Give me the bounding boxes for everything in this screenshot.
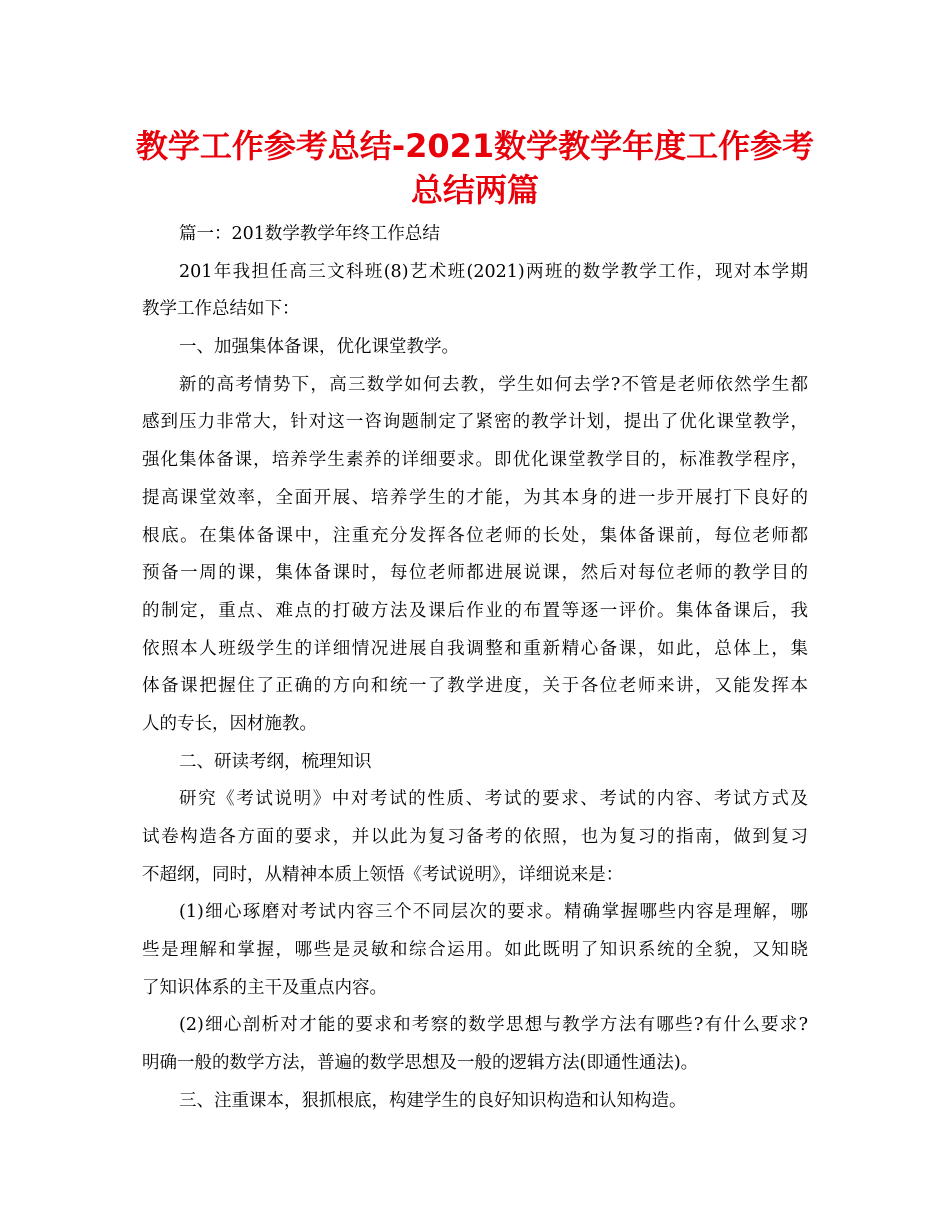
text-line: 教学工作总结如下： [142, 299, 300, 320]
text-line: 试卷构造各方面的要求，并以此为复习备考的依照，也为复习的指南，做到复习 [142, 827, 808, 847]
text-line: 篇一：201数学教学年终工作总结 [179, 224, 440, 244]
text-line: 感到压力非常大，针对这一咨询题制定了紧密的教学计划，提出了优化课堂教学， [142, 412, 808, 433]
text-line: 了知识体系的主干及重点内容。 [142, 977, 387, 998]
text-line: 强化集体备课，培养学生素养的详细要求。即优化课堂教学目的，标准教学程序， [142, 450, 808, 471]
text-line: 人的专长，因材施教。 [142, 713, 317, 734]
text-line: (1)细心琢磨对考试内容三个不同层次的要求。精确掌握哪些内容是理解，哪 [179, 902, 808, 923]
text-line: 不超纲，同时，从精神本质上领悟《考试说明》，详细说来是： [142, 864, 624, 885]
text-line: 提高课堂效率，全面开展、培养学生的才能，为其本身的进一步开展打下良好的 [142, 487, 808, 508]
text-line: 体备课把握住了正确的方向和统一了教学进度，关于各位老师来讲，又能发挥本 [142, 676, 808, 697]
text-line: 新的高考情势下，高三数学如何去教，学生如何去学?不管是老师依然学生都 [179, 374, 808, 395]
document-body [142, 216, 808, 1121]
text-line: 一、加强集体备课，优化课堂教学。 [179, 337, 459, 358]
text-line: 二、研读考纲，梳理知识 [179, 751, 372, 772]
text-line: 些是理解和掌握，哪些是灵敏和综合运用。如此既明了知识系统的全貌，又知晓 [142, 940, 808, 961]
text-line: 的制定，重点、难点的打破方法及课后作业的布置等逐一评价。集体备课后，我 [142, 600, 808, 621]
text-line: 预备一周的课，集体备课时，每位老师都进展说课，然后对每位老师的教学目的 [142, 563, 808, 584]
document-title-line-1: 教学工作参考总结-2021数学教学年度工作参考 [135, 127, 815, 165]
document-title-line-2: 总结两篇 [410, 171, 539, 209]
text-line: 研究《考试说明》中对考试的性质、考试的要求、考试的内容、考试方式及 [179, 789, 808, 810]
text-line: 明确一般的数学方法，普遍的数学思想及一般的逻辑方法(即通性通法)。 [142, 1053, 699, 1074]
text-line: (2)细心剖析对才能的要求和考察的数学思想与教学方法有哪些?有什么要求? [179, 1015, 808, 1036]
text-line: 三、注重课本，狠抓根底，构建学生的良好知识构造和认知构造。 [179, 1090, 687, 1111]
text-line: 依照本人班级学生的详细情况进展自我调整和重新精心备课，如此，总体上，集 [142, 638, 808, 659]
text-line: 根底。在集体备课中，注重充分发挥各位老师的长处，集体备课前，每位老师都 [142, 525, 808, 546]
text-line: 201年我担任高三文科班(8)艺术班(2021)两班的数学教学工作，现对本学期 [179, 261, 808, 282]
